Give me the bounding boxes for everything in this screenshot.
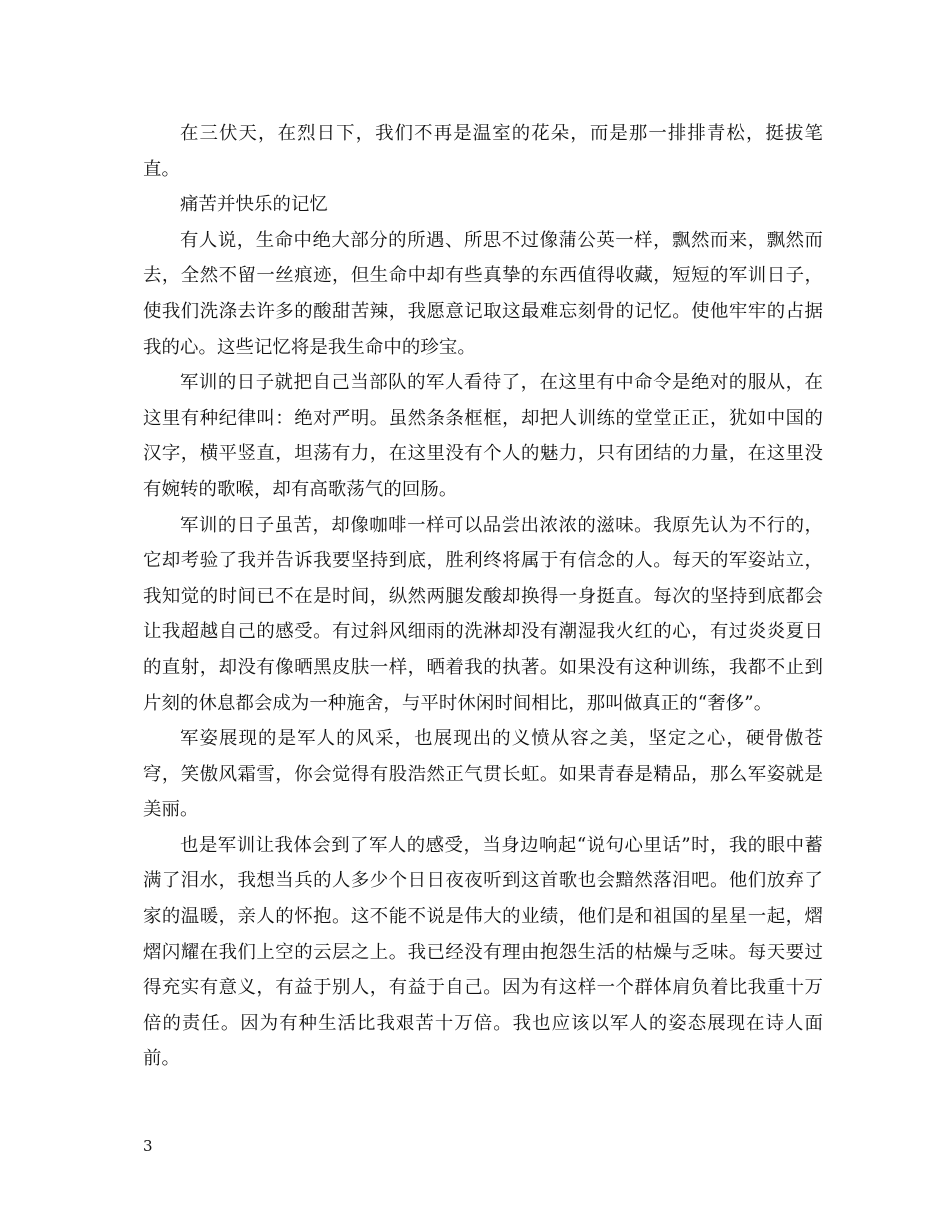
paragraph-soldier-feelings: 也是军训让我体会到了军人的感受，当身边响起“说句心里话”时，我的眼中蓄满了泪水，我想当兵的人多少个日日夜夜听到这首歌也会黯然落泪吧。他们放弃了家的温暖，亲人的怀抱。这不能不说是伟大的业绩，他们是和祖国的星星一起，熠熠闪耀在我们上空的云层之上。我已经没有理由抱怨生活的枯燥与乏味。每天要过得充实有意义，有益于别人，有益于自己。因为有这样一个群体肩负着比我重十万倍的责任。因为有种生活比我艰苦十万倍。我也应该以军人的姿态展现在诗人面前。 <box>143 834 823 1070</box>
page-number: 3 <box>143 1137 153 1155</box>
paragraph-discipline: 军训的日子就把自己当部队的军人看待了，在这里有中命令是绝对的服从，在这里有种纪律叫：绝对严明。虽然条条框框，却把人训练的堂堂正正，犹如中国的汉字，横平竖直，坦荡有力，在这里没有个人的魅力，只有团结的力量，在这里没有婉转的歌喉，却有高歌荡气的回肠。 <box>143 372 823 500</box>
paragraph-posture: 军姿展现的是军人的风采，也展现出的义愤从容之美，坚定之心，硬骨傲苍穹，笑傲风霜雪，你会觉得有股浩然正气贯长虹。如果青春是精品，那么军姿就是美丽。 <box>143 728 823 821</box>
paragraph-memory: 有人说，生命中绝大部分的所遇、所思不过像蒲公英一样，飘然而来，飘然而去，全然不留一丝痕迹，但生命中却有些真挚的东西值得收藏，短短的军训日子，使我们洗涤去许多的酸甜苦辣，我愿意记取这最难忘刻骨的记忆。使他牢牢的占据我的心。这些记忆将是我生命中的珍宝。 <box>143 229 823 358</box>
paragraph-coffee: 军训的日子虽苦，却像咖啡一样可以品尝出浓浓的滋味。我原先认为不行的，它却考验了我并告诉我要坚持到底，胜利终将属于有信念的人。每天的军姿站立，我知觉的时间已不在是时间，纵然两腿发酸却换得一身挺直。每次的坚持到底都会让我超越自己的感受。有过斜风细雨的洗淋却没有潮湿我火红的心，有过炎炎夏日的直射，却没有像晒黑皮肤一样，晒着我的执著。如果没有这种训练，我都不止到片刻的休息都会成为一种施舍，与平时休闲时间相比，那叫做真正的“奢侈”。 <box>143 514 823 714</box>
document-body <box>143 116 823 1077</box>
paragraph-opening: 在三伏天，在烈日下，我们不再是温室的花朵，而是那一排排青松，挺拔笔直。 <box>143 123 823 180</box>
section-heading: 痛苦并快乐的记忆 <box>180 194 328 216</box>
